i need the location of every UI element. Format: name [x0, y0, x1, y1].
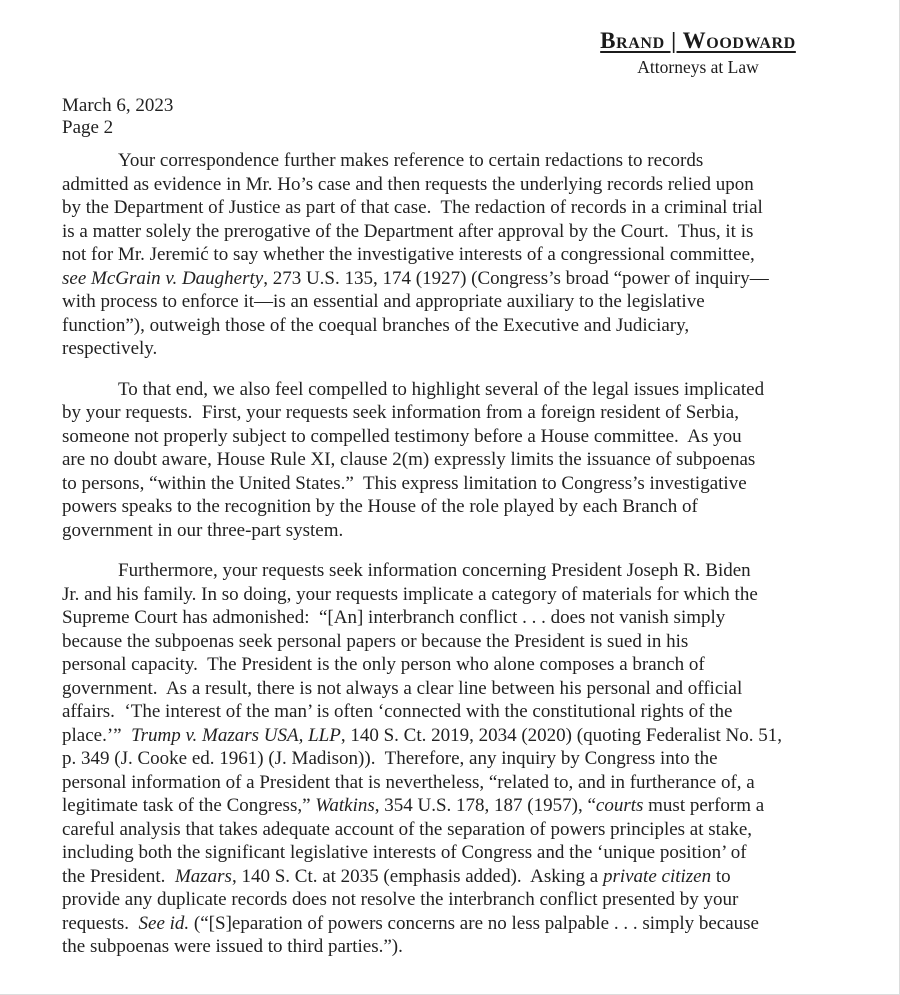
text-run: , 354 U.S. 178, 187 (1957), “ — [374, 795, 596, 816]
paragraph-line — [62, 425, 848, 449]
text-run: to — [711, 865, 731, 887]
text-run: careful analysis that takes adequate account of the separation of powers principles at stake, — [62, 818, 753, 840]
paragraph-line — [62, 606, 848, 630]
text-run: Furthermore, your requests seek information concerning President Joseph R. Biden — [118, 560, 751, 581]
page-number: Page 2 — [62, 116, 114, 138]
text-run: Supreme Court has admonished: “[An] interbranch conflict . . . does not vanish simply — [62, 607, 726, 628]
text-run: must perform a — [643, 795, 765, 816]
paragraph-line — [62, 559, 848, 583]
paragraph-line — [62, 630, 848, 654]
paragraph-line — [62, 700, 848, 724]
text-run: because the subpoenas seek personal papers or because the President is sued in his — [62, 630, 689, 652]
text-run: to persons, “within the United States.” This express limitation to Congress’s investigative — [62, 472, 747, 494]
italic-run: see McGrain v. Daugherty — [62, 267, 264, 289]
text-run: requests. — [62, 912, 139, 934]
text-run: p. 349 (J. Cooke ed. 1961) (J. Madison)). Therefore, any inquiry by Congress into the — [62, 748, 718, 769]
paragraph-line — [62, 794, 848, 818]
text-run: Jr. and his family. In so doing, your requests implicate a category of materials for which the — [62, 583, 758, 605]
paragraph-line — [62, 243, 848, 267]
paragraph-line — [62, 677, 848, 701]
paragraph-line — [62, 149, 848, 173]
text-run: , 140 S. Ct. 2019, 2034 (2020) (quoting Federalist No. 51, — [340, 724, 783, 746]
text-run: with process to enforce it—is an essential and appropriate auxiliary to the legislative — [62, 291, 705, 312]
text-run: including both the significant legislative interests of Congress and the ‘unique position’ of — [62, 842, 747, 863]
paragraph-line — [62, 519, 848, 543]
text-run: not for Mr. Jeremić to say whether the investigative interests of a congressional committee, — [62, 244, 755, 265]
paragraph-line — [62, 495, 848, 519]
italic-run: Trump v. Mazars USA, LLP — [131, 724, 341, 746]
italic-run: See id. — [138, 912, 190, 934]
text-run: respectively. — [62, 338, 158, 359]
text-run: (“[S]eparation of powers concerns are no less palpable . . . simply because — [189, 912, 759, 934]
firm-name: Brand | Woodward — [600, 28, 796, 53]
text-run: Your correspondence further makes reference to certain redactions to records — [118, 150, 704, 171]
italic-run: Mazars — [174, 865, 232, 887]
paragraph-line — [62, 865, 848, 889]
paragraph — [62, 378, 848, 543]
paragraph-line — [62, 841, 848, 865]
text-run: the subpoenas were issued to third parties.”). — [62, 936, 403, 957]
letter-date: March 6, 2023 — [62, 95, 174, 116]
paragraph-line — [62, 448, 848, 472]
text-run: affairs. ‘The interest of the man’ is often ‘connected with the constitutional rights of the — [62, 701, 733, 722]
paragraph-line — [62, 583, 848, 607]
text-run: To that end, we also feel compelled to highlight several of the legal issues implicated — [118, 378, 765, 400]
paragraph-line — [62, 196, 848, 220]
paragraph-line — [62, 337, 848, 361]
paragraph — [62, 149, 848, 361]
italic-run: courts — [595, 795, 644, 816]
text-run: , 273 U.S. 135, 174 (1927) (Congress’s broad “power of inquiry— — [263, 267, 769, 289]
italic-run: Watkins — [315, 795, 375, 816]
text-run: government in our three-part system. — [62, 519, 344, 541]
text-run: powers speaks to the recognition by the House of the role played by each Branch of — [62, 496, 698, 517]
paragraph-line — [62, 472, 848, 496]
text-run: government. As a result, there is not always a clear line between his personal and official — [62, 677, 743, 699]
text-run: place.’” — [62, 724, 132, 746]
text-run: function”), outweigh those of the coequal branches of the Executive and Judiciary, — [62, 314, 690, 336]
text-run: by your requests. First, your requests seek information from a foreign resident of Serbia, — [62, 402, 739, 423]
paragraph-line — [62, 935, 848, 959]
letterhead — [552, 28, 844, 78]
text-run: admitted as evidence in Mr. Ho’s case and then requests the underlying records relied upon — [62, 173, 754, 195]
paragraph-line — [62, 267, 848, 291]
paragraph-line — [62, 888, 848, 912]
text-run: are no doubt aware, House Rule XI, clause 2(m) expressly limits the issuance of subpoenas — [62, 449, 756, 470]
italic-run: private citizen — [602, 865, 712, 887]
text-run: someone not properly subject to compelled testimony before a House committee. As you — [62, 425, 742, 447]
paragraph — [62, 559, 848, 959]
letter-body — [62, 149, 848, 976]
paragraph-line — [62, 220, 848, 244]
text-run: is a matter solely the prerogative of the Department after approval by the Court. Thus, it is — [62, 220, 754, 242]
text-run: legitimate task of the Congress,” — [62, 795, 316, 816]
text-run: , 140 S. Ct. at 2035 (emphasis added). Asking a — [231, 865, 603, 887]
paragraph-line — [62, 173, 848, 197]
paragraph-line — [62, 747, 848, 771]
paragraph-line — [62, 771, 848, 795]
text-run: personal capacity. The President is the only person who alone composes a branch of — [62, 654, 705, 675]
text-run: personal information of a President that is nevertheless, “related to, and in furtherance of, a — [62, 771, 755, 793]
text-run: by the Department of Justice as part of that case. The redaction of records in a criminal trial — [62, 197, 763, 218]
paragraph-line — [62, 401, 848, 425]
firm-tagline: Attorneys at Law — [637, 57, 759, 77]
paragraph-line — [62, 290, 848, 314]
paragraph-line — [62, 314, 848, 338]
paragraph-line — [62, 724, 848, 748]
paragraph-line — [62, 912, 848, 936]
text-run: provide any duplicate records does not resolve the interbranch conflict presented by your — [62, 889, 739, 910]
text-run: the President. — [62, 865, 175, 887]
paragraph-line — [62, 818, 848, 842]
paragraph-line — [62, 653, 848, 677]
paragraph-line — [62, 378, 848, 402]
letter-meta — [62, 95, 173, 138]
